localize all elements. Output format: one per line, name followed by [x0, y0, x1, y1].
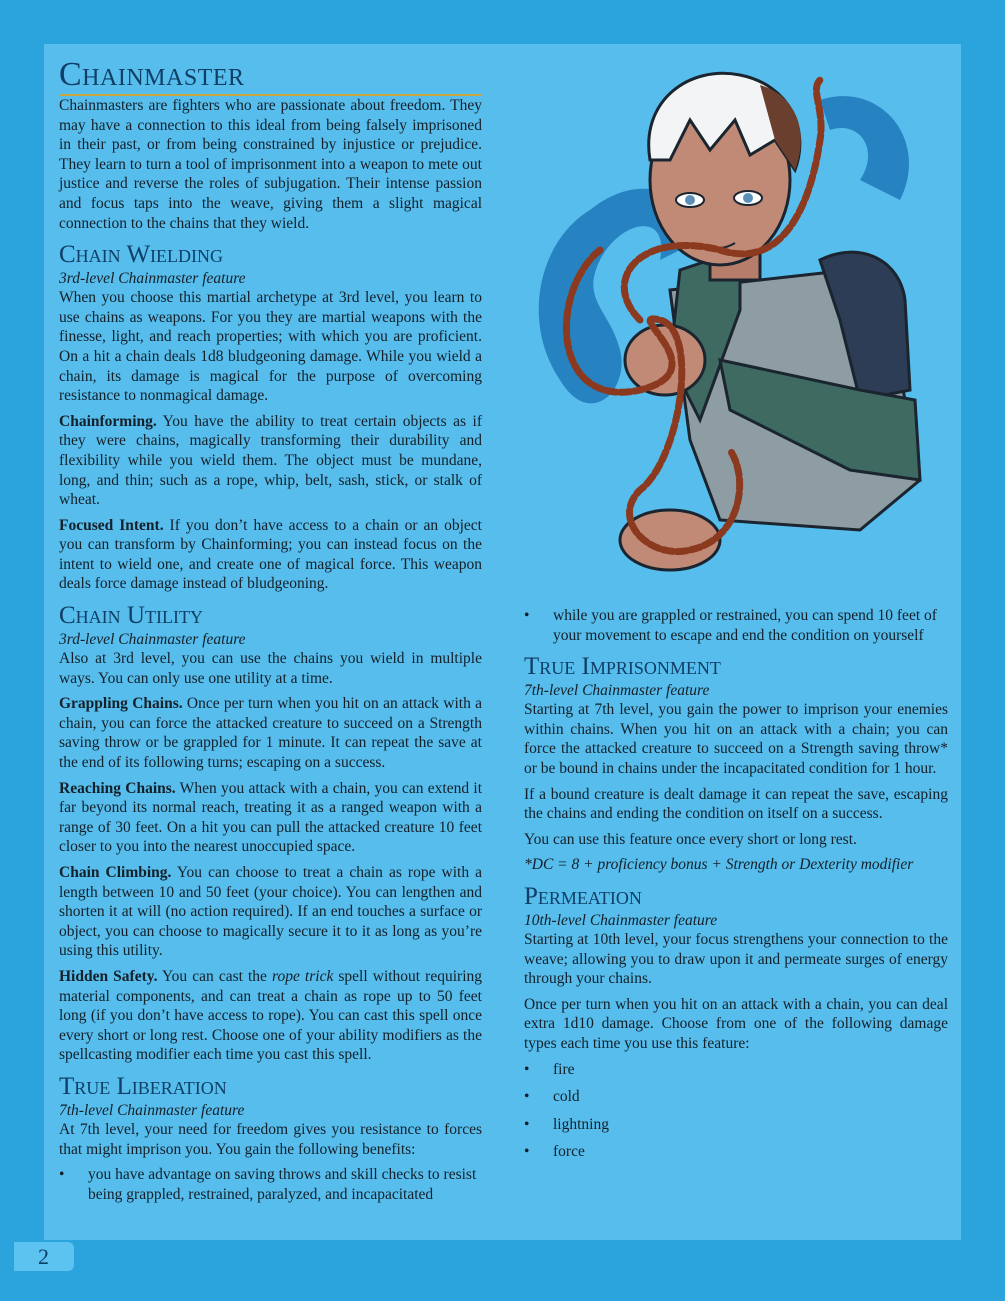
- bullet-icon: •: [59, 1166, 65, 1184]
- chain-wielding-heading: Chain Wielding: [59, 241, 224, 269]
- focused-intent-label: Focused Intent.: [59, 516, 164, 534]
- dc-note: *DC = 8 + proficiency bonus + Strength or Dexterity modifier: [524, 856, 914, 874]
- list-item: [59, 1165, 482, 1204]
- list-item-text: while you are grappled or restrained, you can spend 10 feet of your movement to escape and end the condition on yourself: [553, 607, 937, 644]
- chain-utility-heading: Chain Utility: [59, 602, 203, 630]
- hidden-safety-pre: You can cast the: [157, 967, 273, 985]
- damage-types-list: [524, 1060, 948, 1162]
- chain-utility-subtitle: 3rd-level Chainmaster feature: [59, 631, 246, 649]
- list-item: [524, 1115, 948, 1135]
- true-imprisonment-heading: True Imprisonment: [524, 653, 721, 681]
- chain-wielding-text: When you choose this martial archetype at 3rd level, you learn to use chains as weapons. For you they are martial weapons with the finesse, light, and reach properties; with which you are proficient. On a hit a chain deals 1d8 bludgeoning damage. While you wield a chain, its damage is magical for the purpose of overcoming resistance to nonmagical damage.: [59, 289, 482, 405]
- chain-climbing-text: You can choose to treat a chain as rope with a length between 10 and 50 feet (your choice). You can lengthen and shorten it at will (no action required). If an end touches a surface or object, you can choose to magically secure it to it as long as you’re using this utility.: [59, 864, 482, 960]
- hidden-safety-paragraph: [59, 967, 482, 1065]
- page-title: Chainmaster: [59, 56, 482, 96]
- list-item: [524, 606, 948, 645]
- permeation-text: Starting at 10th level, your focus strengthens your connection to the weave; allowing you to draw upon it and permeate surges of energy through your chains.: [524, 930, 948, 988]
- reaching-chains-text: When you attack with a chain, you can extend it far beyond its normal reach, treating it as a ranged weapon with a range of 30 feet. On a hit you can pull the attacked creature 10 feet closer to you into the nearest unoccupied space.: [59, 779, 483, 856]
- permeation-heading: Permeation: [524, 882, 642, 910]
- chain-wielding-subtitle: 3rd-level Chainmaster feature: [59, 270, 246, 288]
- true-liberation-list: [59, 1165, 482, 1204]
- bullet-icon: •: [524, 1088, 530, 1106]
- magic-aura-right: [820, 96, 909, 200]
- true-imprisonment-text2: If a bound creature is dealt damage it can repeat the save, escaping the chains and ending the condition on itself on a success.: [524, 785, 948, 823]
- true-liberation-heading: True Liberation: [59, 1072, 227, 1100]
- footer-band: [0, 1240, 1005, 1301]
- chain-climbing-label: Chain Climbing.: [59, 864, 172, 881]
- bullet-icon: •: [524, 1115, 530, 1133]
- intro-paragraph: Chainmasters are fighters who are passionate about freedom. They may have a connection to this ideal from being falsely imprisoned in their past, or from being constrained by injustice or prejudice. They learn to turn a tool of imprisonment into a weapon to mete out justice and reverse the roles of subjugation. Their intense passion and focus taps into the weave, giving them a slight magical connection to the chains that they wield.: [59, 97, 482, 232]
- true-imprisonment-text: Starting at 7th level, you gain the power to imprison your enemies within chains. When you hit on an attack with a chain; you can force the attacked creature to succeed on a Strength saving throw* or be bound in chains under the incapacitated condition for 1 hour.: [524, 701, 948, 777]
- true-liberation-subtitle: 7th-level Chainmaster feature: [59, 1101, 245, 1119]
- upper-hand: [625, 325, 705, 395]
- bullet-icon: •: [524, 1143, 530, 1161]
- lower-hand: [620, 510, 720, 570]
- permeation-subtitle: 10th-level Chainmaster feature: [524, 911, 718, 929]
- list-item: [524, 1060, 948, 1080]
- damage-type: fire: [553, 1060, 575, 1078]
- grappling-chains-label: Grappling Chains.: [59, 695, 183, 713]
- chainforming-label: Chainforming.: [59, 412, 157, 430]
- list-item: [524, 1142, 948, 1162]
- grappling-chains-paragraph: [59, 694, 482, 772]
- reaching-chains-label: Reaching Chains.: [59, 779, 176, 797]
- grappling-chains-text: Once per turn when you hit on an attack with a chain, you can force the attacked creature to succeed on a Strength saving throw or be grappled for 1 minute. It can repeat the save at the end of its following turns; escaping on a success.: [59, 695, 483, 772]
- rope-trick-spell: rope trick: [272, 967, 334, 985]
- true-liberation-text: At 7th level, your need for freedom gives you resistance to forces that might imprison you. You gain the following benefits:: [59, 1120, 482, 1158]
- permeation-text2: Once per turn when you hit on an attack with a chain, you can deal extra 1d10 damage. Choose from one of the following damage types each time you use this feature:: [524, 995, 948, 1052]
- focused-intent-paragraph: [59, 516, 482, 594]
- chain-climbing-paragraph: [59, 863, 482, 961]
- damage-type: cold: [553, 1088, 580, 1106]
- hidden-safety-post: spell without requiring material components, and can treat a chain as rope up to 50 feet long (if you don’t have access to rope). You can cast this spell once every short or long rest. Choose one of your ability modifiers as the spellcasting modifier each time you cast this spell.: [59, 967, 482, 1064]
- true-liberation-list-cont: [524, 606, 948, 645]
- true-imprisonment-subtitle: 7th-level Chainmaster feature: [524, 682, 710, 700]
- page-number: 2: [14, 1242, 74, 1271]
- list-item: [524, 1087, 948, 1107]
- bullet-icon: •: [524, 607, 530, 624]
- bullet-icon: •: [524, 1060, 530, 1078]
- focused-intent-text: If you don’t have access to a chain or an object you can transform by Chainforming; you can instead focus on the intent to wield one, and create one of magical force. This weapon deals force damage instead of bludgeoning.: [59, 516, 482, 593]
- true-imprisonment-text3: You can use this feature once every short or long rest.: [524, 830, 857, 848]
- chainforming-paragraph: [59, 412, 482, 510]
- chain-utility-text: Also at 3rd level, you can use the chains you wield in multiple ways. You can only use one utility at a time.: [59, 650, 482, 687]
- damage-type: force: [553, 1143, 585, 1161]
- right-column: [524, 606, 948, 1170]
- hidden-safety-label: Hidden Safety.: [59, 967, 158, 985]
- reaching-chains-paragraph: [59, 779, 482, 857]
- chainmaster-illustration: [520, 60, 940, 590]
- left-column: [59, 56, 482, 1212]
- chainforming-text: You have the ability to treat certain objects as if they were chains, magically transforming their durability and flexibility while you wield them. The object must be mundane, long, and thin; such as a rope, whip, belt, sash, stick, or stalk of wheat.: [59, 412, 482, 509]
- damage-type: lightning: [553, 1115, 609, 1133]
- list-item-text: you have advantage on saving throws and skill checks to resist being grappled, restrained, paralyzed, and incapacitated: [88, 1166, 477, 1203]
